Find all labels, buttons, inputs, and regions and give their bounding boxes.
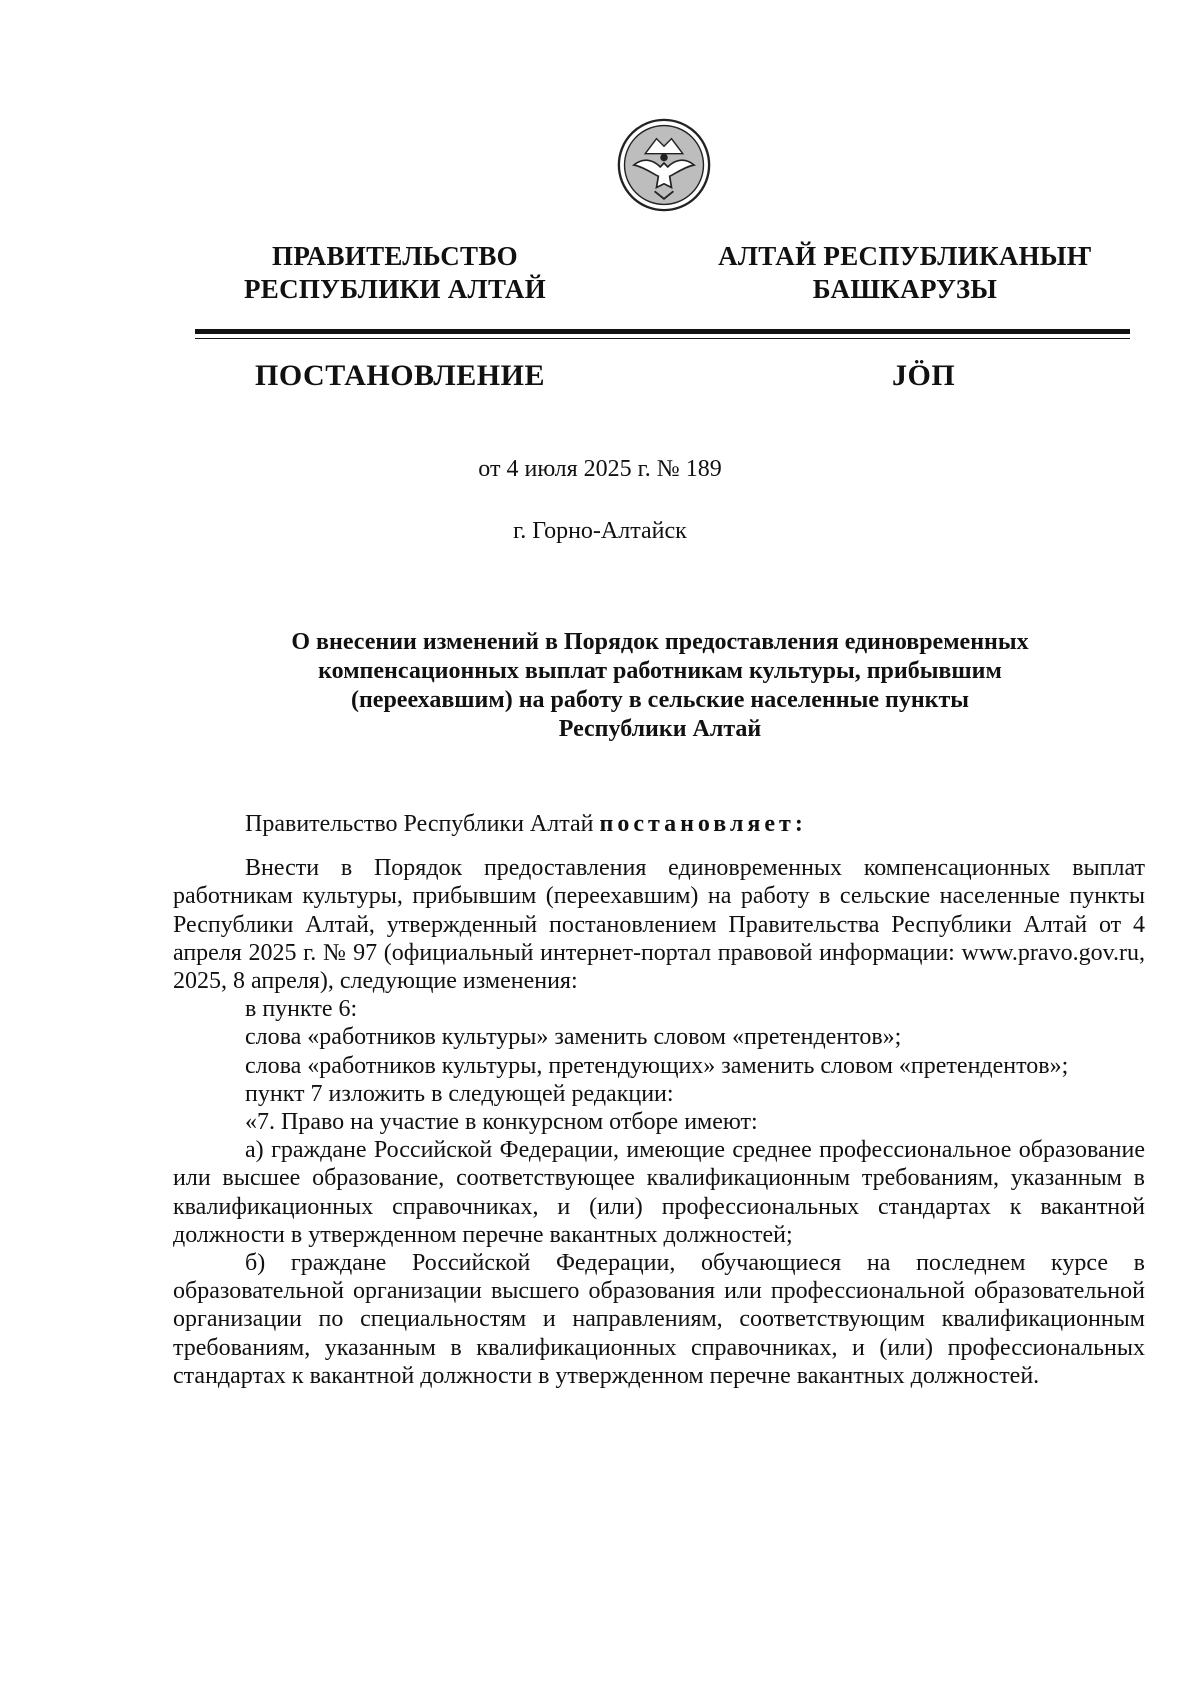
title-line1: О внесении изменений в Порядок предоставления единовременных <box>291 629 1029 655</box>
document-type-russian: ПОСТАНОВЛЕНИЕ <box>255 359 545 392</box>
paragraph-point7-heading: «7. Право на участие в конкурсном отборе имеют: <box>245 1109 758 1136</box>
preamble <box>173 810 1145 838</box>
title-line3: (переехавшим) на работу в сельские населенные пункты <box>350 687 969 713</box>
paragraph-replace1: слова «работников культуры» заменить словом «претендентов»; <box>245 1024 902 1051</box>
government-name-line1: ПРАВИТЕЛЬСТВО <box>272 241 518 271</box>
title-line2: компенсационных выплат работникам культуры, прибывшим <box>318 658 1002 684</box>
government-name-altai-line1: АЛТАЙ РЕСПУБЛИКАНЫҤ <box>718 241 1092 271</box>
government-name-line2: РЕСПУБЛИКИ АЛТАЙ <box>243 274 547 304</box>
government-name-altai-line2: БАШКАРУЗЫ <box>812 274 998 304</box>
paragraph-item-b: б) граждане Российской Федерации, обучающиеся на последнем курсе в образовательной организации высшего образования или профессиональной образовательной организации по специальностям и направлениям, соответствующим квалификационным требованиям, указанным в квалификационных справочниках, и (или) профессиональных стандартах к вакантной должности в утвержденном перечне вакантных должностей. <box>173 1250 1145 1389</box>
preamble-text: Правительство Республики Алтай <box>245 811 600 837</box>
document-title <box>200 628 1120 744</box>
document-body <box>173 810 1145 1390</box>
government-name-russian <box>205 240 585 306</box>
paragraph-point7: пункт 7 изложить в следующей редакции: <box>245 1080 674 1107</box>
paragraph-replace2: слова «работников культуры, претендующих» заменить словом «претендентов»; <box>245 1052 1069 1079</box>
government-name-altai <box>690 240 1120 306</box>
document-date-number: от 4 июля 2025 г. № 189 <box>478 456 722 482</box>
paragraph-intro: Внести в Порядок предоставления единовременных компенсационных выплат работникам культуры, прибывшим (переехавшим) на работу в сельские населенные пункты Республики Алтай, утвержденный постановлением Правительства Республики Алтай от 4 апреля 2025 г. № 97 (официальный интернет-портал правовой информации: www.pravo.gov.ru, 2025, 8 апреля), следующие изменения: <box>173 855 1145 995</box>
document-type-altai: JӦП <box>892 359 956 392</box>
document-city: г. Горно-Алтайск <box>513 518 687 544</box>
republic-altai-emblem-icon <box>617 118 711 212</box>
preamble-keyword: постановляет: <box>599 811 807 837</box>
paragraph-item-a: а) граждане Российской Федерации, имеющие среднее профессиональное образование или высшее образование, соответствующее квалификационным требованиям, указанным в квалификационных справочниках, и (или) профессиональных стандартах к вакантной должности в утвержденном перечне вакантных должностей; <box>173 1137 1145 1248</box>
header-divider-thick <box>195 329 1130 334</box>
header-divider-thin <box>195 338 1130 339</box>
title-line4: Республики Алтай <box>558 716 762 742</box>
paragraph-point6: в пункте 6: <box>245 996 358 1023</box>
